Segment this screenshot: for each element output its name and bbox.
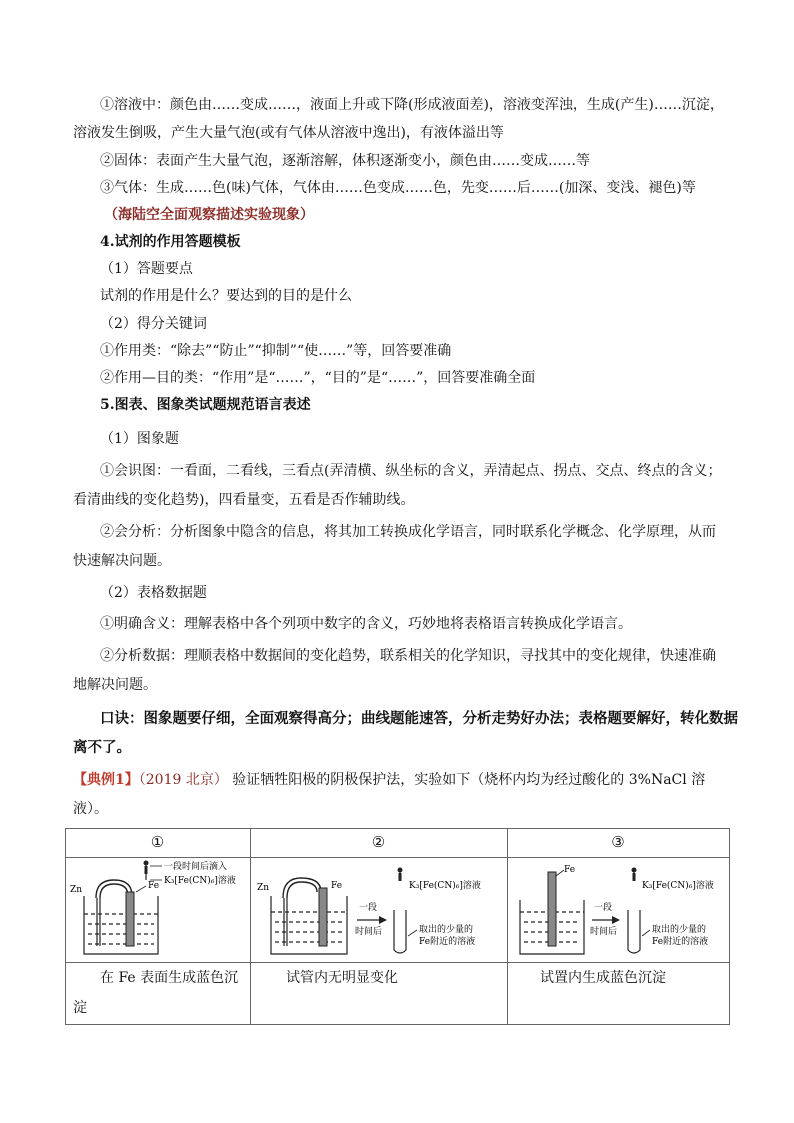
slogan-line: 口诀：图象题要仔细，全面观察得高分；曲线题能速答，分析走势好办法；表格题要解好，转化数据: [100, 710, 738, 727]
fig3-tube-b: Fe附近的溶液: [652, 937, 709, 947]
beaker-2: [271, 896, 347, 954]
dropper-icon-3: [632, 868, 637, 873]
fig1-reagent: K₃[Fe(CN)₆]溶液: [164, 876, 236, 886]
fe-electrode-2: [319, 888, 327, 946]
table-caption-3: 试置内生成蓝色沉淀: [540, 970, 666, 986]
fig3-tube-a: 取出的少量的: [652, 925, 707, 935]
section5-sub2: （2）表格数据题: [100, 585, 207, 601]
table-caption-1: 在 Fe 表面生成蓝色沉: [100, 970, 239, 986]
example-text: 验证牺牲阳极的阴极保护法，实验如下（烧杯内均为经过酸化的 3%NaCl 溶: [227, 772, 706, 788]
section4-item2: ②作用—目的类：“作用”是“……”，“目的”是“……”，回答要准确全面: [100, 370, 536, 386]
solution-observation-line: ①溶液中：颜色由……变成……，液面上升或下降(形成液面差)，溶液变浑浊，生成(产生)……沉淀，: [100, 97, 724, 113]
fig1-zn-label: Zn: [70, 885, 83, 895]
example-line: [73, 770, 705, 790]
fig2-arrow-bot: 时间后: [355, 927, 383, 937]
table-header-2: ②: [371, 833, 386, 851]
table-border-mid: [65, 962, 729, 963]
experiment-diagram-3: [508, 858, 728, 962]
table-header-3: ③: [611, 833, 625, 851]
fig3-reagent: K₃[Fe(CN)₆]溶液: [642, 881, 714, 891]
section5-p4b: 地解决问题。: [73, 677, 157, 693]
section4-sub2: （2）得分关键词: [100, 316, 207, 332]
section5-p2a: ②会分析：分析图象中隐含的信息，将其加工转换成化学语言，同时联系化学概念、化学原理，从而: [100, 524, 716, 540]
slogan-line-cont: 离不了。: [73, 739, 131, 756]
beaker-1: [84, 896, 158, 954]
example-text-cont: 液）。: [73, 801, 108, 817]
fig2-fe-label: Fe: [331, 881, 343, 891]
table-caption-2: 试管内无明显变化: [286, 970, 398, 986]
fe-electrode: [126, 892, 134, 946]
mnemonic-note: （海陆空全面观察描述实验现象）: [104, 207, 314, 223]
section4-title: 4.试剂的作用答题模板: [100, 234, 241, 250]
fig1-fe-label: Fe: [148, 881, 160, 891]
section4-item1: ①作用类：“除去”“防止”“抑制”“使……”等，回答要准确: [100, 343, 452, 359]
fig2-tube-b: Fe附近的溶液: [419, 937, 476, 947]
section4-sub1: （1）答题要点: [100, 261, 193, 277]
fig3-fe-label: Fe: [564, 865, 576, 875]
section5-p4a: ②分析数据：理顺表格中数据间的变化趋势，联系相关的化学知识，寻找其中的变化规律，快速准确: [100, 648, 716, 664]
section5-title: 5.图表、图象类试题规范语言表述: [100, 397, 311, 413]
section5-p1a: ①会识图：一看面，二看线，三看点(弄清横、纵坐标的含义，弄清起点、拐点、交点、终点的含义；: [100, 463, 722, 479]
table-caption-1-cont: 淀: [73, 1000, 87, 1016]
example-year: （2019 北京）: [138, 772, 228, 788]
section5-p2b: 快速解决问题。: [73, 553, 171, 569]
experiment-diagram-2: [251, 858, 506, 962]
solution-observation-cont: 溶液发生倒吸，产生大量气泡(或有气体从溶液中逸出)，有液体溢出等: [73, 125, 504, 141]
gas-observation-line: ③气体：生成……色(味)气体，气体由……色变成……色，先变……后……(加深、变浅、褪色)等: [100, 180, 696, 196]
table-border-top: [65, 828, 729, 829]
table-border-bottom: [65, 1024, 729, 1025]
test-tube-3: [628, 910, 640, 953]
example-tag: 【典例1】: [73, 772, 139, 788]
fig2-arrow-top: 一段: [359, 903, 378, 913]
solid-observation-line: ②固体：表面产生大量气泡，逐渐溶解，体积逐渐变小，颜色由……变成……等: [100, 153, 590, 169]
table-header-1: ①: [150, 833, 165, 851]
section5-p3: ①明确含义：理解表格中各个列项中数字的含义，巧妙地将表格语言转换成化学语言。: [100, 616, 632, 632]
section5-p1b: 看清曲线的变化趋势)，四看量变，五看是否作辅助线。: [73, 492, 415, 508]
fig1-label-top: 一段时间后滴入: [164, 862, 228, 872]
fig2-zn-label: Zn: [257, 883, 270, 893]
fig2-tube-a: 取出的少量的: [419, 925, 474, 935]
experiment-diagram-1: [66, 858, 249, 962]
table-border-right: [729, 828, 730, 1025]
test-tube-2: [394, 910, 406, 953]
dropper-icon-2: [398, 868, 403, 873]
fe-electrode-3: [548, 872, 556, 946]
dropper-icon: [144, 861, 149, 866]
section4-sub1-text: 试剂的作用是什么？要达到的目的是什么: [100, 288, 352, 304]
section5-sub1: （1）图象题: [100, 431, 179, 447]
fig3-arrow-bot: 时间后: [590, 927, 618, 937]
fig3-arrow-top: 一段: [594, 903, 613, 913]
fig2-reagent: K₃[Fe(CN)₆]溶液: [409, 881, 481, 891]
